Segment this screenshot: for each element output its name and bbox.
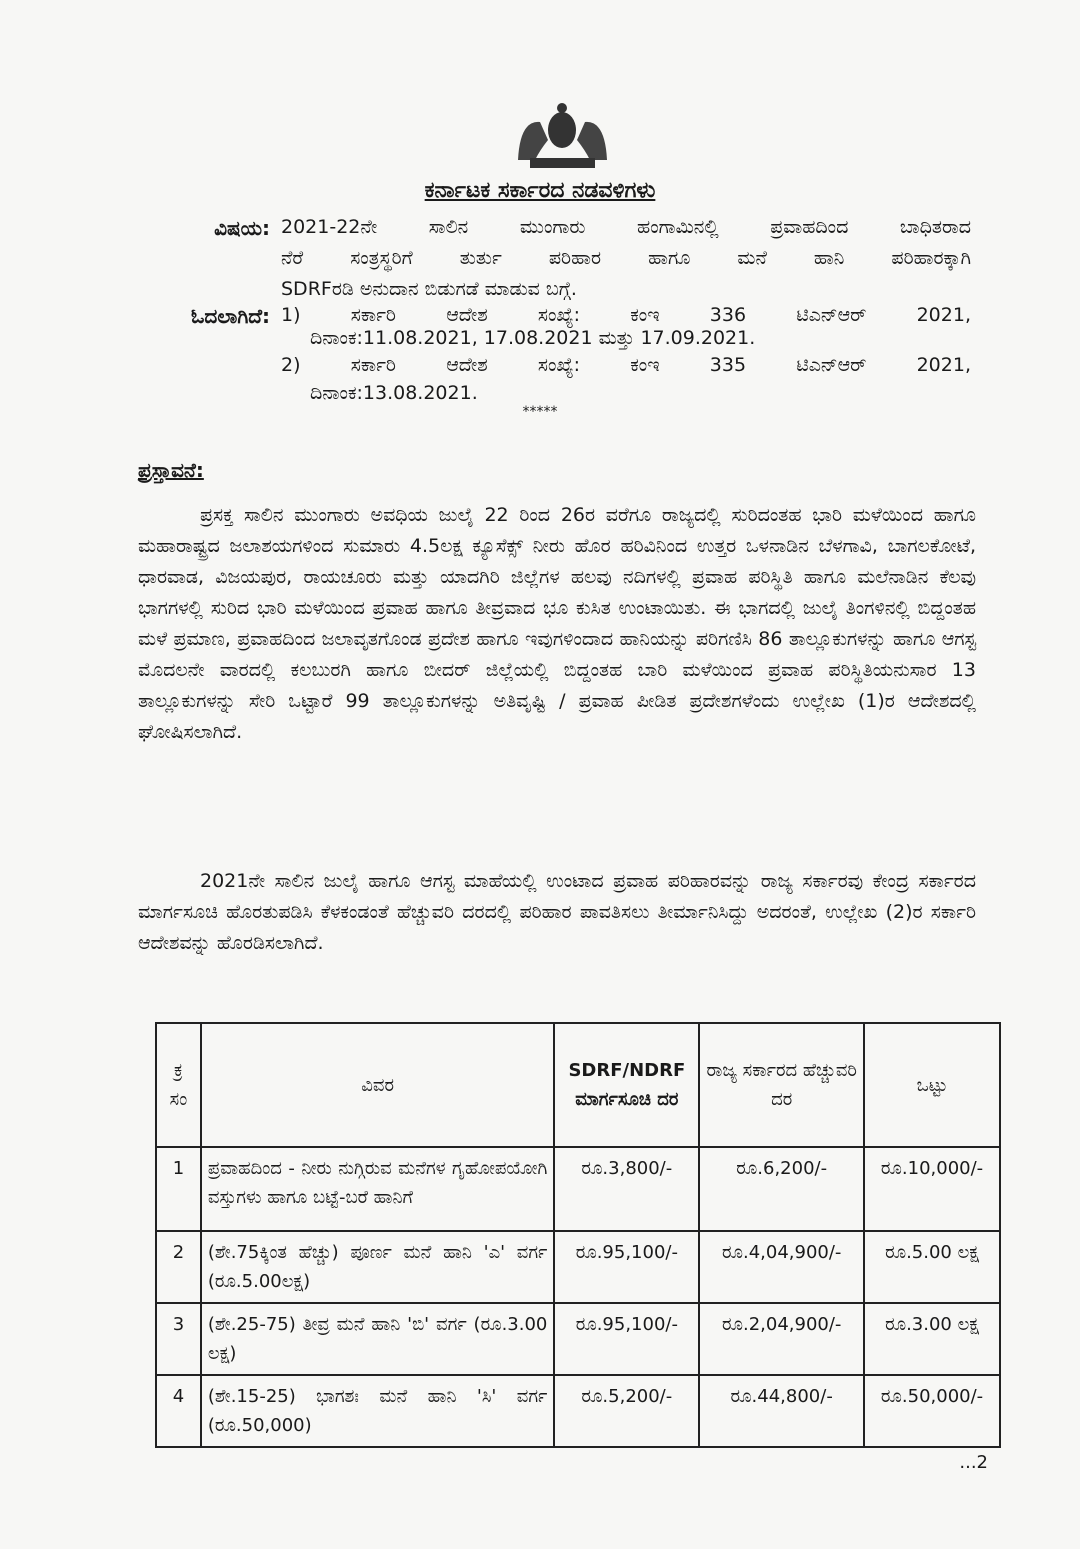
references-label: ಓದಲಾಗಿದೆ:	[190, 304, 270, 328]
preamble-paragraph-2: 2021ನೇ ಸಾಲಿನ ಜುಲೈ ಹಾಗೂ ಆಗಸ್ಟ ಮಾಹೆಯಲ್ಲಿ ಉಂಟಾದ ಪ್ರವಾಹ ಪರಿಹಾರವನ್ನು ರಾಜ್ಯ ಸರ್ಕಾರವು ಕೇಂದ್ರ ಸರ್ಕಾರದ ಮಾರ್ಗಸೂಚಿ ಹೊರತುಪಡಿಸಿ ಕೆಳಕಂಡಂತೆ ಹೆಚ್ಚುವರಿ ದರದಲ್ಲಿ ಪರಿಹಾರ ಪಾವತಿಸಲು ತೀರ್ಮಾನಿಸಿದ್ದು ಅದರಂತೆ, ಉಲ್ಲೇಖ (2)ರ ಸರ್ಕಾರಿ ಆದೇಶವನ್ನು ಹೊರಡಿಸಲಾಗಿದೆ.	[138, 870, 976, 954]
table-row	[156, 1231, 1000, 1303]
cell-sl-no: 1	[156, 1147, 201, 1231]
subject-line: SDRFರಡಿ ಅನುದಾನ ಬಿಡುಗಡೆ ಮಾಡುವ ಬಗ್ಗೆ.	[281, 278, 577, 300]
subject-line: ನೆರೆ ಸಂತ್ರಸ್ಥರಿಗೆ ತುರ್ತು ಪರಿಹಾರ ಹಾಗೂ ಮನೆ ಹಾನಿ ಪರಿಹಾರಕ್ಕಾಗಿ	[281, 247, 971, 269]
compensation-table	[155, 1022, 1001, 1448]
cell-total: ರೂ.3.00 ಲಕ್ಷ	[864, 1303, 1000, 1375]
col-header-details: ವಿವರ	[201, 1023, 554, 1147]
col-header-total: ಒಟ್ಟು	[864, 1023, 1000, 1147]
preamble-paragraph-1: ಪ್ರಸಕ್ತ ಸಾಲಿನ ಮುಂಗಾರು ಅವಧಿಯ ಜುಲೈ 22 ರಿಂದ 26ರ ವರೆಗೂ ರಾಜ್ಯದಲ್ಲಿ ಸುರಿದಂತಹ ಭಾರಿ ಮಳೆಯಿಂದ ಹಾಗೂ ಮಹಾರಾಷ್ಟ್ರದ ಜಲಾಶಯಗಳಿಂದ ಸುಮಾರು 4.5ಲಕ್ಷ ಕ್ಯೂಸೆಕ್ಸ್ ನೀರು ಹೊರ ಹರಿವಿನಿಂದ ಉತ್ತರ ಒಳನಾಡಿನ ಬೆಳಗಾವಿ, ಬಾಗಲಕೋಟೆ, ಧಾರವಾಡ, ವಿಜಯಪುರ, ರಾಯಚೂರು ಮತ್ತು ಯಾದಗಿರಿ ಜಿಲ್ಲೆಗಳ ಹಲವು ನದಿಗಳಲ್ಲಿ ಪ್ರವಾಹ ಪರಿಸ್ಥಿತಿ ಹಾಗೂ ಮಲೆನಾಡಿನ ಕೆಲವು ಭಾಗಗಳಲ್ಲಿ ಸುರಿದ ಭಾರಿ ಮಳೆಯಿಂದ ಪ್ರವಾಹ ಹಾಗೂ ತೀವ್ರವಾದ ಭೂ ಕುಸಿತ ಉಂಟಾಯಿತು. ಈ ಭಾಗದಲ್ಲಿ ಜುಲೈ ತಿಂಗಳಿನಲ್ಲಿ ಬಿದ್ದಂತಹ ಮಳೆ ಪ್ರಮಾಣ, ಪ್ರವಾಹದಿಂದ ಜಲಾವೃತಗೊಂಡ ಪ್ರದೇಶ ಹಾಗೂ ಇವುಗಳಿಂದಾದ ಹಾನಿಯನ್ನು ಪರಿಗಣಿಸಿ 86 ತಾಲ್ಲೂಕುಗಳನ್ನು ಹಾಗೂ ಆಗಸ್ಟ ಮೊದಲನೇ ವಾರದಲ್ಲಿ ಕಲಬುರಗಿ ಹಾಗೂ ಬೀದರ್ ಜಿಲ್ಲೆಯಲ್ಲಿ ಬಿದ್ದಂತಹ ಬಾರಿ ಮಳೆಯಿಂದ ಪ್ರವಾಹ ಪರಿಸ್ಥಿತಿಯನುಸಾರ 13 ತಾಲ್ಲೂಕುಗಳನ್ನು ಸೇರಿ ಒಟ್ಟಾರೆ 99 ತಾಲ್ಲೂಕುಗಳನ್ನು ಅತಿವೃಷ್ಟಿ / ಪ್ರವಾಹ ಪೀಡಿತ ಪ್ರದೇಶಗಳೆಂದು ಉಲ್ಲೇಖ (1)ರ ಆದೇಶದಲ್ಲಿ ಘೋಷಿಸಲಾಗಿದೆ.	[138, 504, 976, 743]
table-header-row	[156, 1023, 1000, 1147]
cell-total: ರೂ.50,000/-	[864, 1375, 1000, 1447]
subject-line: 2021-22ನೇ ಸಾಲಿನ ಮುಂಗಾರು ಹಂಗಾಮಿನಲ್ಲಿ ಪ್ರವಾಹದಿಂದ ಬಾಧಿತರಾದ	[281, 216, 971, 238]
cell-details: ಪ್ರವಾಹದಿಂದ - ನೀರು ನುಗ್ಗಿರುವ ಮನೆಗಳ ಗೃಹೋಪಯೋಗಿ ವಸ್ತುಗಳು ಹಾಗೂ ಬಟ್ಟೆ-ಬರೆ ಹಾನಿಗೆ	[201, 1147, 554, 1231]
cell-sl-no: 2	[156, 1231, 201, 1303]
table-row	[156, 1375, 1000, 1447]
col-header-state-additional-rate: ರಾಜ್ಯ ಸರ್ಕಾರದ ಹೆಚ್ಚುವರಿ ದರ	[699, 1023, 864, 1147]
table-row	[156, 1303, 1000, 1375]
table-row	[156, 1147, 1000, 1231]
separator: *****	[522, 404, 558, 420]
reference-2-date: ದಿನಾಂಕ:13.08.2021.	[310, 382, 478, 404]
reference-1-date: ದಿನಾಂಕ:11.08.2021, 17.08.2021 ಮತ್ತು 17.09.2021.	[310, 327, 756, 349]
cell-sdrf-rate: ರೂ.3,800/-	[554, 1147, 699, 1231]
col-header-sdrf-rate: SDRF/NDRF ಮಾರ್ಗಸೂಚಿ ದರ	[554, 1023, 699, 1147]
cell-sdrf-rate: ರೂ.95,100/-	[554, 1231, 699, 1303]
cell-total: ರೂ.5.00 ಲಕ್ಷ	[864, 1231, 1000, 1303]
state-emblem-icon	[510, 100, 615, 172]
cell-sdrf-rate: ರೂ.5,200/-	[554, 1375, 699, 1447]
page-continuation-marker: ...2	[959, 1452, 988, 1473]
cell-details: (ಶೇ.75ಕ್ಕಿಂತ ಹೆಚ್ಚು) ಪೂರ್ಣ ಮನೆ ಹಾನಿ 'ಎ' ವರ್ಗ (ರೂ.5.00ಲಕ್ಷ)	[201, 1231, 554, 1303]
col-header-sl-no: ಕ್ರ ಸಂ	[156, 1023, 201, 1147]
cell-details: (ಶೇ.15-25) ಭಾಗಶಃ ಮನೆ ಹಾನಿ 'ಸಿ' ವರ್ಗ (ರೂ.50,000)	[201, 1375, 554, 1447]
cell-state-rate: ರೂ.2,04,900/-	[699, 1303, 864, 1375]
subject-label: ವಿಷಯ:	[214, 216, 270, 240]
preamble-heading: ಪ್ರಸ್ತಾವನೆ:	[138, 458, 204, 482]
document-title: ಕರ್ನಾಟಕ ಸರ್ಕಾರದ ನಡವಳಿಗಳು	[424, 178, 656, 203]
cell-total: ರೂ.10,000/-	[864, 1147, 1000, 1231]
reference-2: 2) ಸರ್ಕಾರಿ ಆದೇಶ ಸಂಖ್ಯೆ: ಕಂಇ 335 ಟಿಎನ್‌ಆರ್ 2021,	[281, 354, 971, 376]
cell-state-rate: ರೂ.44,800/-	[699, 1375, 864, 1447]
cell-state-rate: ರೂ.6,200/-	[699, 1147, 864, 1231]
reference-1: 1) ಸರ್ಕಾರಿ ಆದೇಶ ಸಂಖ್ಯೆ: ಕಂಇ 336 ಟಿಎನ್‌ಆರ್ 2021,	[281, 304, 971, 326]
cell-sl-no: 4	[156, 1375, 201, 1447]
cell-details: (ಶೇ.25-75) ತೀವ್ರ ಮನೆ ಹಾನಿ 'ಬಿ' ವರ್ಗ (ರೂ.3.00 ಲಕ್ಷ)	[201, 1303, 554, 1375]
cell-sdrf-rate: ರೂ.95,100/-	[554, 1303, 699, 1375]
cell-sl-no: 3	[156, 1303, 201, 1375]
cell-state-rate: ರೂ.4,04,900/-	[699, 1231, 864, 1303]
